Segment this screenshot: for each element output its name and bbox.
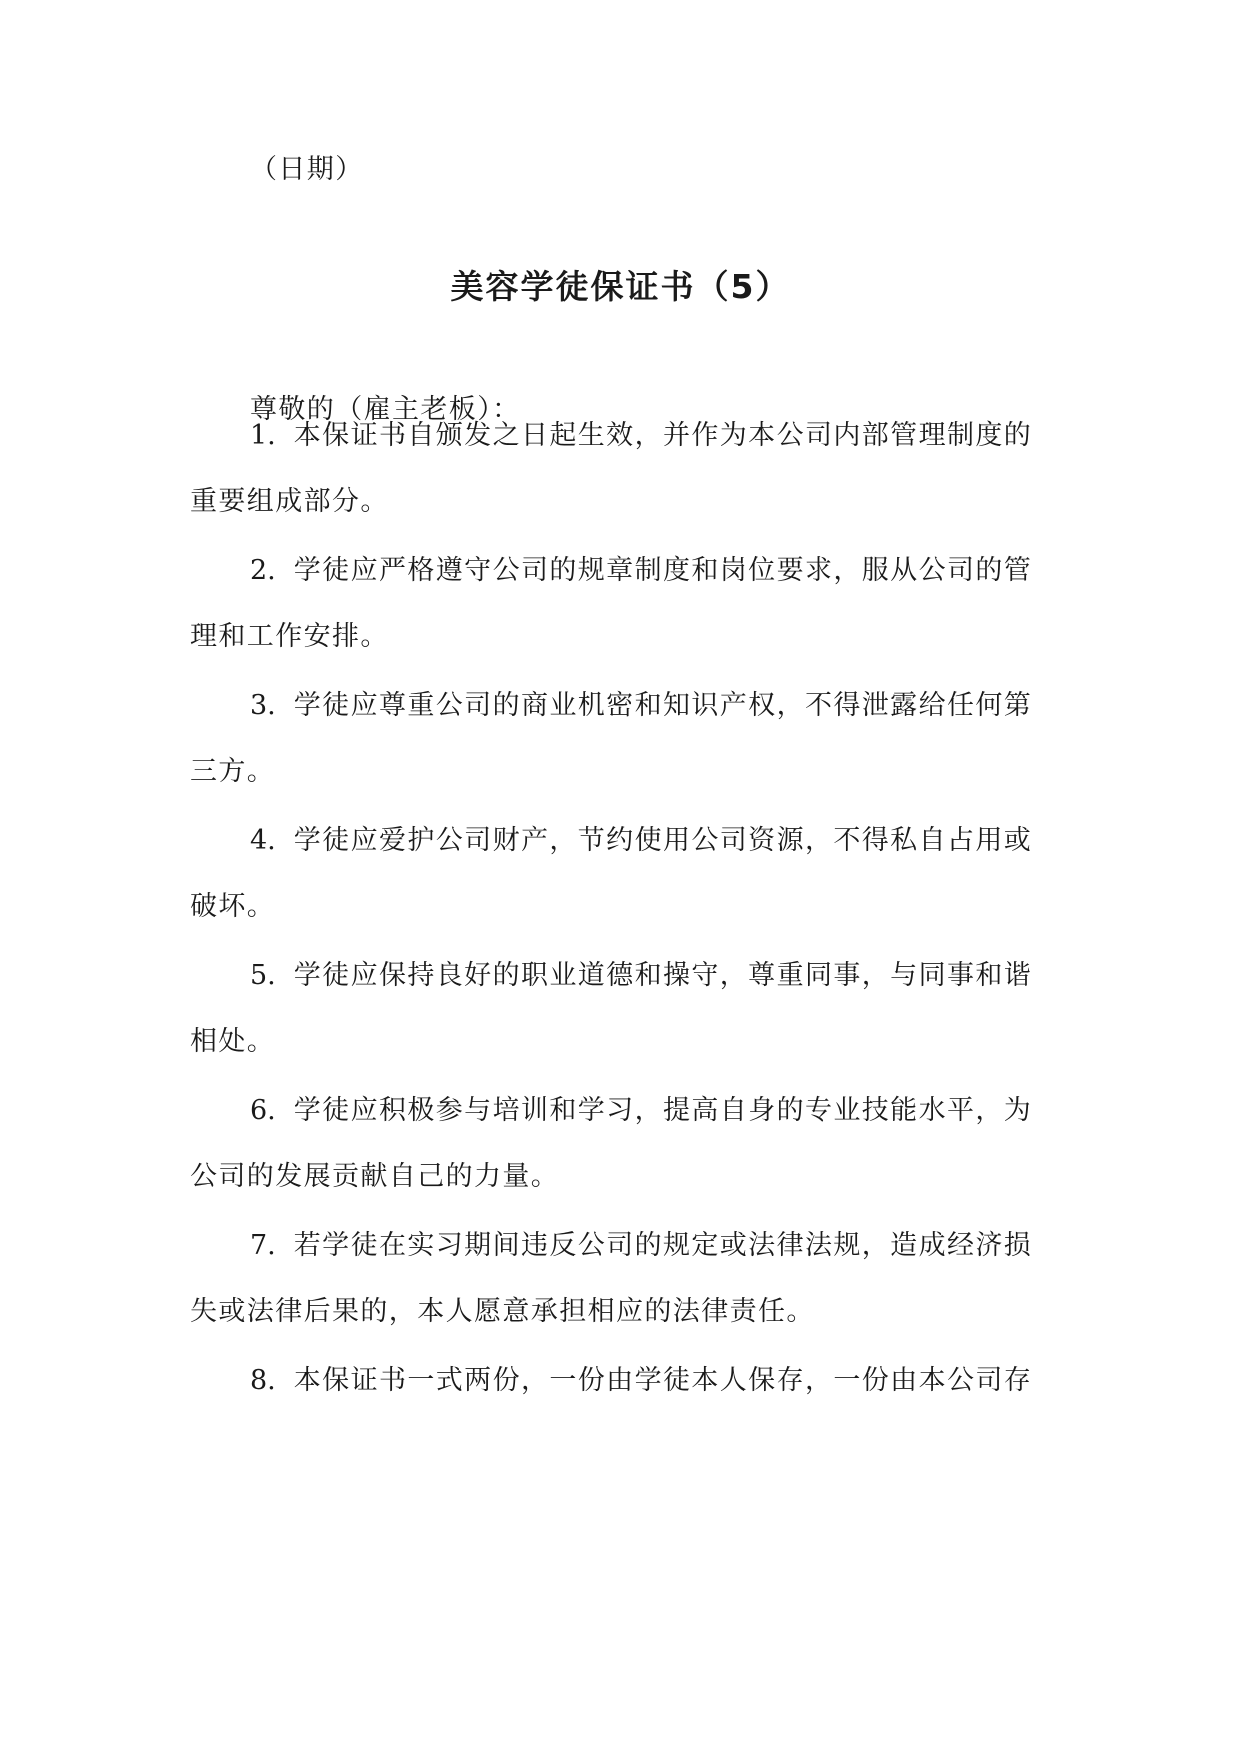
item-number: 3. <box>250 690 276 721</box>
item-4-line2: 破坏。 <box>190 891 276 922</box>
item-4-line1 <box>250 823 1032 859</box>
item-1-line1 <box>250 418 1032 454</box>
item-text: 学徒应保持良好的职业道德和操守，尊重同事，与同事和谐 <box>293 960 1033 991</box>
item-text: 若学徒在实习期间违反公司的规定或法律法规，造成经济损 <box>293 1230 1033 1261</box>
salutation: 尊敬的（雇主老板）： <box>250 394 521 425</box>
date-placeholder: （日期） <box>250 154 364 185</box>
item-2-line1 <box>250 553 1032 589</box>
item-number: 7. <box>250 1230 276 1261</box>
item-3-line1 <box>250 688 1032 724</box>
item-2-line2: 理和工作安排。 <box>190 621 389 652</box>
item-number: 4. <box>250 825 276 856</box>
item-text: 本保证书一式两份，一份由学徒本人保存，一份由本公司存 <box>293 1365 1033 1396</box>
item-7-line2: 失或法律后果的，本人愿意承担相应的法律责任。 <box>190 1296 815 1327</box>
document-title: 美容学徒保证书（5） <box>450 267 791 306</box>
item-text: 学徒应积极参与培训和学习，提高自身的专业技能水平，为 <box>293 1095 1033 1126</box>
item-1-line2: 重要组成部分。 <box>190 486 389 517</box>
item-text: 本保证书自颁发之日起生效，并作为本公司内部管理制度的 <box>293 420 1033 451</box>
item-text: 学徒应尊重公司的商业机密和知识产权，不得泄露给任何第 <box>293 690 1033 721</box>
item-5-line2: 相处。 <box>190 1026 276 1057</box>
item-number: 5. <box>250 960 276 991</box>
item-number: 8. <box>250 1365 276 1396</box>
item-8-line1 <box>250 1363 1032 1399</box>
item-number: 1. <box>250 420 276 451</box>
item-5-line1 <box>250 958 1032 994</box>
item-6-line2: 公司的发展贡献自己的力量。 <box>190 1161 560 1192</box>
item-text: 学徒应爱护公司财产，节约使用公司资源，不得私自占用或 <box>293 825 1033 856</box>
item-6-line1 <box>250 1093 1032 1129</box>
item-3-line2: 三方。 <box>190 756 276 787</box>
item-number: 2. <box>250 555 276 586</box>
item-7-line1 <box>250 1228 1032 1264</box>
item-number: 6. <box>250 1095 276 1126</box>
item-text: 学徒应严格遵守公司的规章制度和岗位要求，服从公司的管 <box>293 555 1033 586</box>
